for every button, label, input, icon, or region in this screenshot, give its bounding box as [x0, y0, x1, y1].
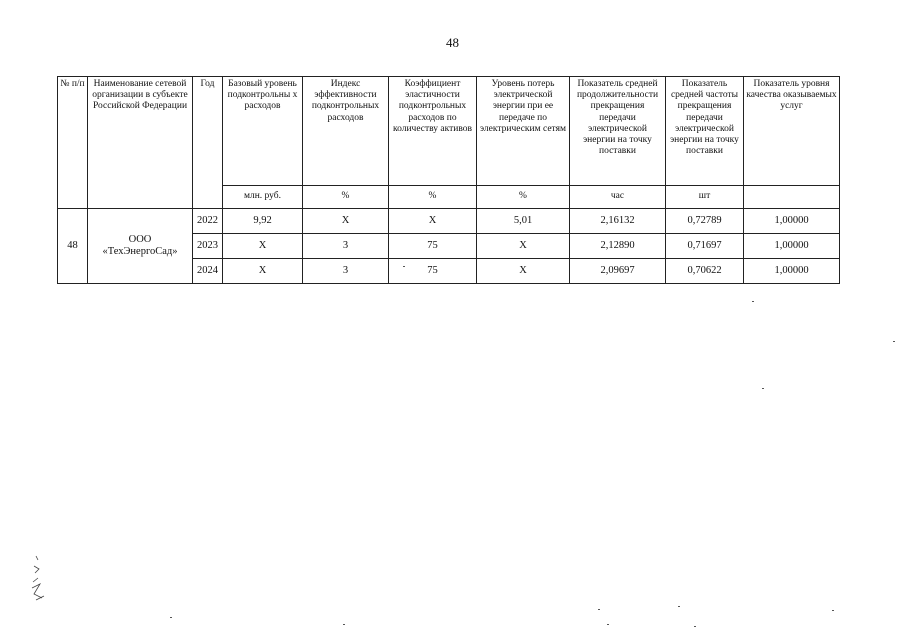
header-cell: Наименование сетевой организации в субъекте Российской Федерации: [88, 77, 193, 209]
header-cell: Показатель средней частоты прекращения передачи электрической энергии на точку поставки: [666, 77, 744, 186]
value-cell: Х: [223, 234, 303, 259]
value-cell: 2,16132: [570, 209, 666, 234]
scan-speck: [752, 301, 754, 302]
page-number: 48: [446, 35, 459, 50]
header-cell: Показатель уровня качества оказываемых услуг: [744, 77, 840, 186]
header-cell: Индекс эффективности подконтрольных расходов: [303, 77, 389, 186]
value-cell: Х: [303, 209, 389, 234]
organization-name: ООО «ТехЭнергоСад»: [88, 209, 193, 284]
row-index: 48: [58, 209, 88, 284]
year-cell: 2023: [193, 234, 223, 259]
header-cell: Показатель средней продолжительности прекращения передачи электрической энергии на точку поставки: [570, 77, 666, 186]
unit-cell: млн. руб.: [223, 186, 303, 209]
header-row: [58, 77, 840, 186]
value-cell: 75: [389, 259, 477, 284]
scan-speck: [893, 341, 895, 342]
scan-speck: [403, 266, 405, 267]
header-cell: Уровень потерь электрической энергии при ее передаче по электрическим сетям: [477, 77, 570, 186]
unit-cell: [744, 186, 840, 209]
value-cell: 0,72789: [666, 209, 744, 234]
header-cell: Год: [193, 77, 223, 209]
indicators-table: [57, 76, 840, 284]
unit-cell: час: [570, 186, 666, 209]
value-cell: 9,92: [223, 209, 303, 234]
unit-cell: %: [389, 186, 477, 209]
header-cell: № п/п: [58, 77, 88, 209]
value-cell: 3: [303, 259, 389, 284]
value-cell: 75: [389, 234, 477, 259]
scan-speck: [694, 626, 696, 627]
value-cell: 0,70622: [666, 259, 744, 284]
header-cell: Коэффициент эластичности подконтрольных расходов по количеству активов: [389, 77, 477, 186]
value-cell: 1,00000: [744, 209, 840, 234]
value-cell: 2,12890: [570, 234, 666, 259]
year-cell: 2024: [193, 259, 223, 284]
table-row: [58, 209, 840, 234]
margin-scribble: [30, 554, 48, 604]
value-cell: 5,01: [477, 209, 570, 234]
scan-speck: [598, 609, 600, 610]
value-cell: Х: [477, 259, 570, 284]
year-cell: 2022: [193, 209, 223, 234]
value-cell: Х: [223, 259, 303, 284]
value-cell: 0,71697: [666, 234, 744, 259]
header-cell: Базовый уровень подконтрольны х расходов: [223, 77, 303, 186]
value-cell: Х: [389, 209, 477, 234]
unit-cell: шт: [666, 186, 744, 209]
scan-speck: [170, 617, 172, 618]
scan-speck: [832, 610, 834, 611]
unit-cell: %: [303, 186, 389, 209]
scan-speck: [343, 624, 345, 625]
value-cell: 3: [303, 234, 389, 259]
value-cell: 2,09697: [570, 259, 666, 284]
value-cell: 1,00000: [744, 234, 840, 259]
scan-speck: [607, 624, 609, 625]
scan-speck: [678, 606, 680, 607]
value-cell: 1,00000: [744, 259, 840, 284]
value-cell: Х: [477, 234, 570, 259]
unit-cell: %: [477, 186, 570, 209]
scan-speck: [762, 388, 764, 389]
